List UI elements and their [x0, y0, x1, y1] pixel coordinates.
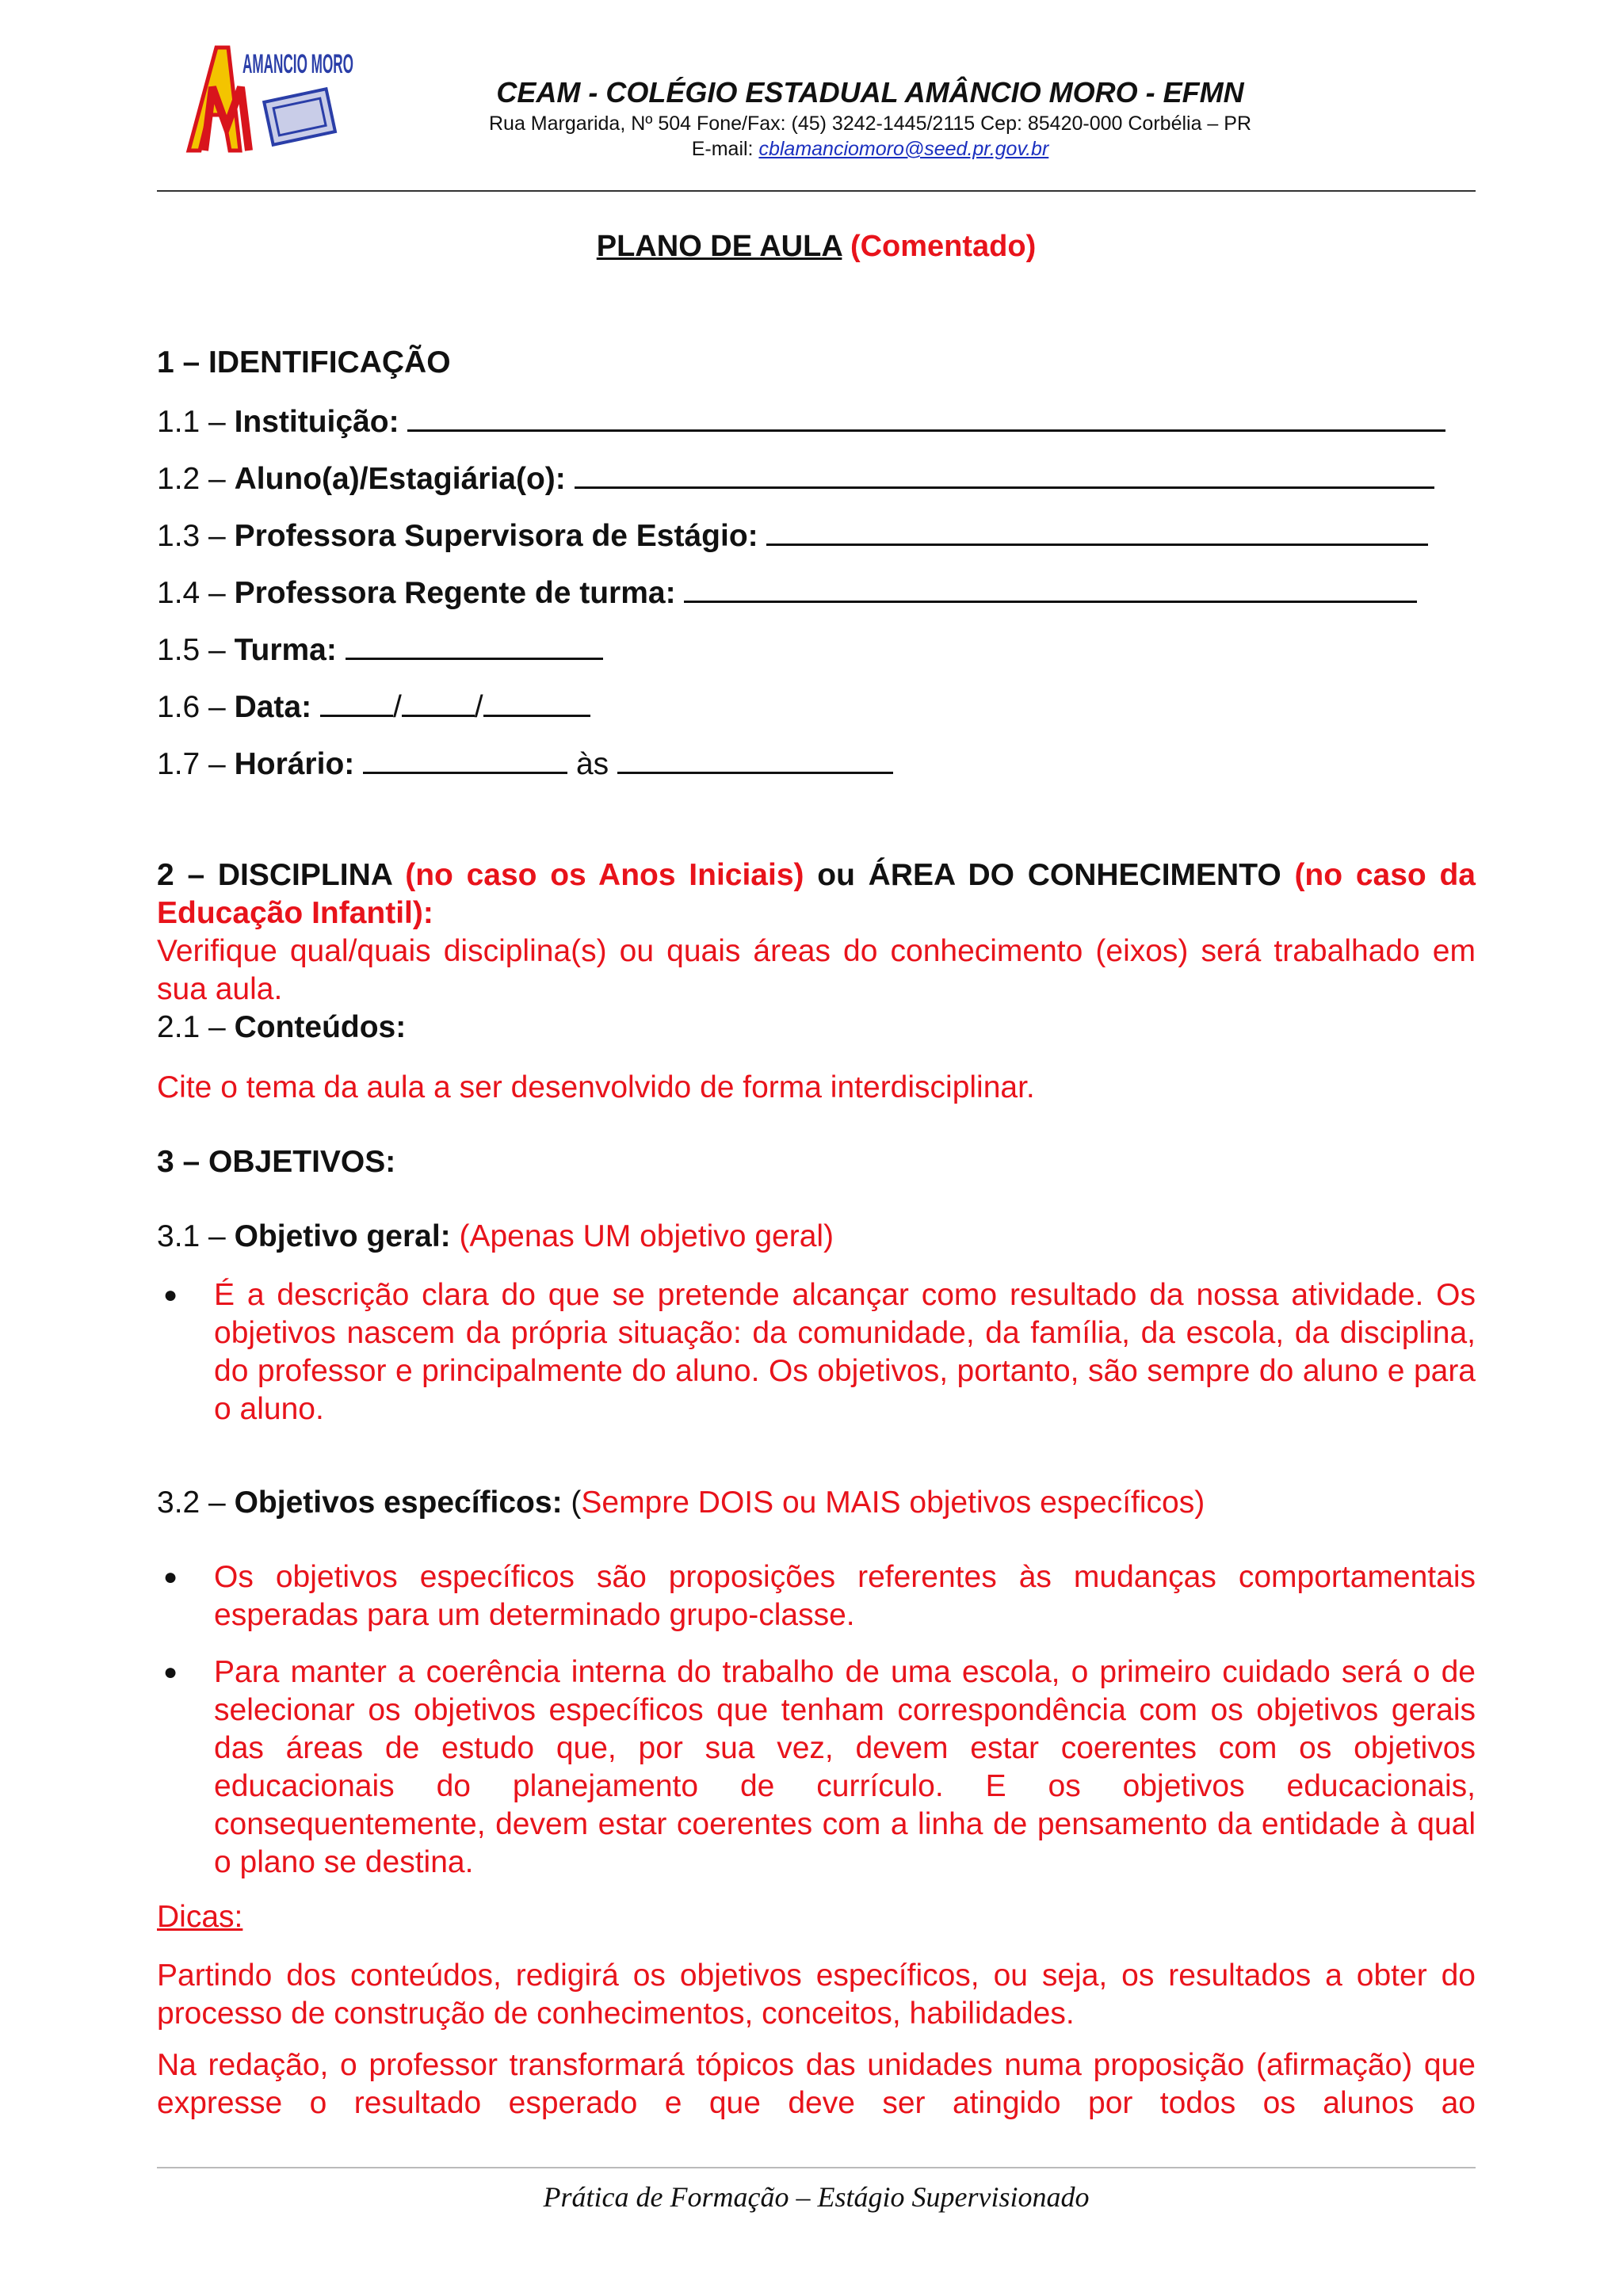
page-title [157, 230, 1476, 264]
date-month-blank[interactable] [402, 686, 475, 717]
footer-divider [157, 2167, 1476, 2168]
section2-heading: 2 – DISCIPLINA (no caso os Anos Iniciais) ou ÁREA DO CONHECIMENTO (no caso da Educação Infantil): [157, 858, 1476, 930]
field-student: 1.2 – Aluno(a)/Estagiária(o): [157, 458, 1434, 498]
tip-paragraph: Partindo dos conteúdos, redigirá os objetivos específicos, ou seja, os resultados a obter do processo de construção de conhecimentos, conceitos, habilidades. [157, 1958, 1476, 2031]
date-year-blank[interactable] [483, 686, 590, 717]
page-footer: Prática de Formação – Estágio Supervisionado [543, 2181, 1090, 2213]
field-label: Professora Supervisora de Estágio: [234, 519, 758, 553]
specific-objective-text: Os objetivos específicos são proposições referentes às mudanças comportamentais esperadas para um determinado grupo-classe. [214, 1560, 1476, 1632]
list-item [157, 1558, 1476, 1634]
tip-paragraph: Na redação, o professor transformará tópicos das unidades numa proposição (afirmação) que expresse o resultado esperado e que deve ser atingido por todos os alunos ao [157, 2048, 1476, 2120]
contents-heading: 2.1 – Conteúdos: [157, 1010, 407, 1044]
field-label: Horário: [234, 747, 355, 781]
school-address: Rua Margarida, Nº 504 Fone/Fax: (45) 3242-1445/2115 Cep: 85420-000 Corbélia – PR [488, 113, 1252, 135]
field-label: Turma: [234, 633, 337, 667]
field-institution: 1.1 – Instituição: [157, 401, 1445, 441]
school-name: CEAM - COLÉGIO ESTADUAL AMÂNCIO MORO - EFMN [496, 76, 1244, 109]
bullet-icon: ● [163, 1659, 178, 1685]
time-end-blank[interactable] [617, 743, 893, 774]
field-label: Aluno(a)/Estagiária(o): [234, 462, 566, 496]
logo-text: AMANCIO MORO [242, 49, 353, 79]
field-time: 1.7 – Horário: às [157, 743, 893, 784]
supervisor-blank[interactable] [766, 515, 1428, 546]
contents-note: Cite o tema da aula a ser desenvolvido de forma interdisciplinar. [157, 1070, 1035, 1104]
document-page [157, 0, 1476, 2296]
specific-objectives-heading: 3.2 – Objetivos específicos: (Sempre DOIS ou MAIS objetivos específicos) [157, 1486, 1205, 1520]
list-item [157, 1276, 1476, 1428]
specific-objective-text: Para manter a coerência interna do trabalho de uma escola, o primeiro cuidado será o de selecionar os objetivos específicos que tenham correspondência com os objetivos gerais das áreas de estudo que, por sua vez, devem estar coerentes com os objetivos educacionais do planejamento de currículo. E os objetivos educacionais, consequentemente, devem estar coerentes com a linha de pensamento da entidade à qual o plano se destina. [214, 1655, 1476, 1879]
field-teacher: 1.4 – Professora Regente de turma: [157, 572, 1417, 612]
field-date: 1.6 – Data: / / [157, 686, 590, 727]
list-item [157, 1653, 1476, 1882]
section1-heading: 1 – IDENTIFICAÇÃO [157, 345, 451, 379]
logo-graphic [181, 40, 355, 158]
date-day-blank[interactable] [320, 686, 393, 717]
field-class: 1.5 – Turma: [157, 629, 603, 669]
teacher-blank[interactable] [684, 572, 1417, 603]
title-main: PLANO DE AULA [596, 230, 842, 263]
field-label: Instituição: [234, 405, 399, 439]
section2-note: Verifique qual/quais disciplina(s) ou quais áreas do conhecimento (eixos) será trabalhado em sua aula. [157, 934, 1476, 1006]
institution-blank[interactable] [407, 401, 1445, 432]
title-comment: (Comentado) [850, 230, 1037, 263]
time-start-blank[interactable] [363, 743, 567, 774]
email-link[interactable]: cblamanciomoro@seed.pr.gov.br [758, 138, 1049, 160]
tips-heading: Dicas: [157, 1900, 243, 1934]
school-email-line [355, 138, 1385, 161]
header-divider [157, 190, 1476, 192]
general-objective-heading: 3.1 – Objetivo geral: (Apenas UM objetivo geral) [157, 1219, 834, 1253]
school-logo [181, 40, 355, 158]
student-blank[interactable] [575, 458, 1434, 489]
email-label: E-mail: [691, 138, 759, 160]
field-supervisor: 1.3 – Professora Supervisora de Estágio: [157, 515, 1428, 555]
field-label: Data: [234, 690, 312, 724]
section3-heading: 3 – OBJETIVOS: [157, 1145, 396, 1179]
class-blank[interactable] [346, 629, 603, 660]
bullet-icon: ● [163, 1564, 178, 1590]
general-objective-text: É a descrição clara do que se pretende alcançar como resultado da nossa atividade. Os objetivos nascem da própria situação: da comunidade, da família, da escola, da disciplina, do professor e principalmente do aluno. Os objetivos, portanto, são sempre do aluno e para o aluno. [214, 1278, 1476, 1426]
field-label: Professora Regente de turma: [234, 576, 676, 610]
bullet-icon: ● [163, 1282, 178, 1308]
